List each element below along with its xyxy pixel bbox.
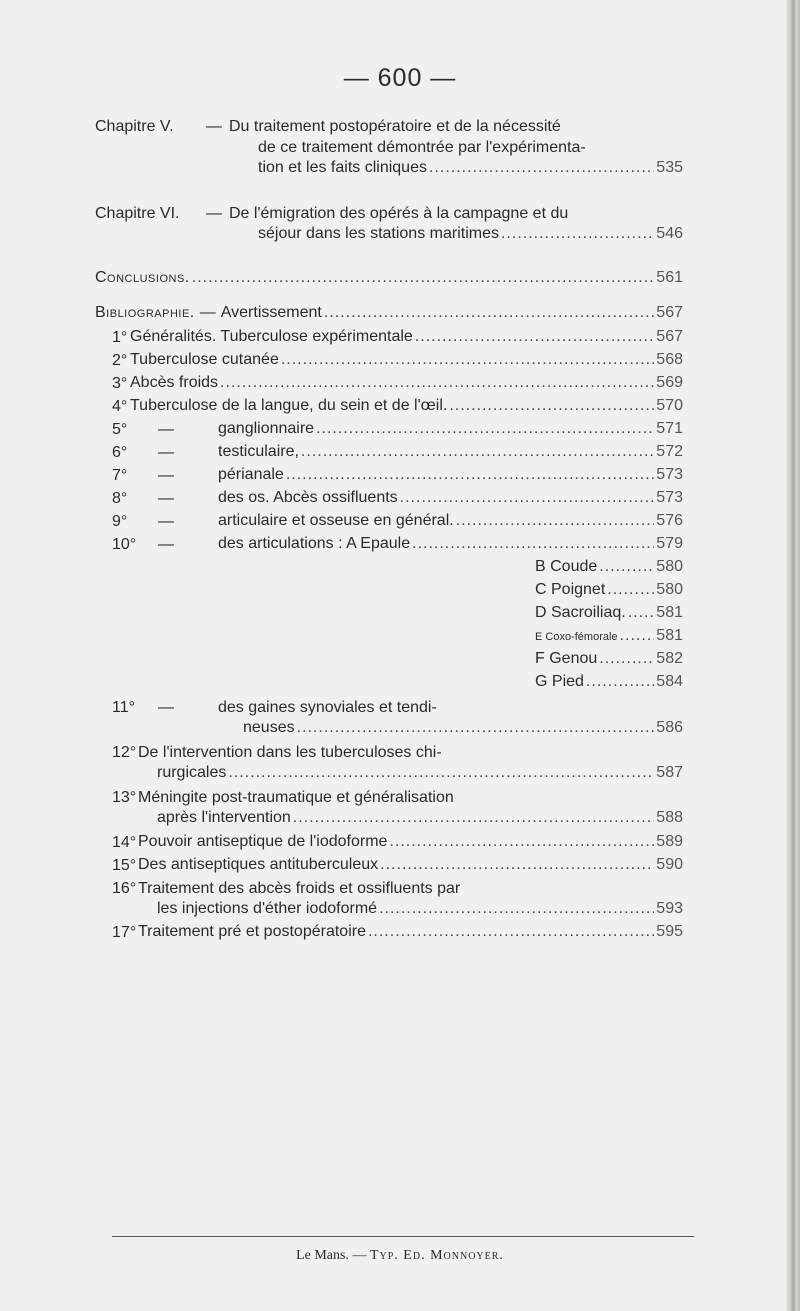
entry-7-text: périanale [218, 466, 284, 483]
entry-15 [138, 856, 683, 876]
leader-dots [297, 719, 655, 737]
entry-10 [218, 535, 683, 555]
leader-dots [620, 627, 655, 645]
chapter-6-line-2 [258, 225, 683, 245]
leader-dots [380, 856, 654, 874]
chapter-6-line-2-text: séjour dans les stations maritimes [258, 225, 499, 242]
leader-dots [400, 489, 655, 507]
entry-17-text: Traitement pré et postopératoire [138, 923, 366, 940]
leader-dots [599, 650, 654, 668]
entry-7-dash: — [158, 467, 174, 484]
entry-8-num: 8° [112, 490, 128, 507]
leader-dots [412, 535, 654, 553]
entry-17-num: 17° [112, 924, 137, 941]
entry-10-dash: — [158, 536, 174, 553]
articulation-coude-text: B Coude [535, 558, 598, 575]
entry-2-num: 2° [112, 352, 128, 369]
entry-9 [218, 512, 683, 532]
entry-14-text: Pouvoir antiseptique de l'iodoforme [138, 833, 388, 850]
entry-13-line-1: Méningite post-traumatique et généralisation [138, 789, 454, 806]
chapter-5-line-3-text: tion et les faits cliniques [258, 159, 427, 176]
articulation-genou-text: F Genou [535, 650, 598, 667]
entry-10-text: des articulations : A Epaule [218, 535, 411, 552]
articulation-genou-page: 582 [656, 650, 683, 667]
entry-5 [218, 420, 683, 440]
entry-8-page: 573 [656, 489, 683, 506]
entry-12-num: 12° [112, 744, 137, 761]
imprint-dash: — [352, 1248, 367, 1263]
entry-7-num: 7° [112, 467, 128, 484]
entry-9-num: 9° [112, 513, 128, 530]
entry-15-num: 15° [112, 857, 137, 874]
entry-15-page: 590 [656, 856, 683, 873]
entry-14 [138, 833, 683, 853]
entry-3 [130, 374, 683, 394]
articulation-pied-page: 584 [656, 673, 683, 690]
articulation-coxo-femorale [535, 627, 683, 647]
bibliographie-page: 567 [656, 304, 683, 321]
entry-11-page: 586 [656, 719, 683, 736]
conclusions-label: Conclusions. [95, 269, 190, 286]
chapter-6-label: Chapitre VI. [95, 205, 180, 222]
entry-9-page: 576 [656, 512, 683, 529]
leader-dots [607, 581, 654, 599]
entry-17-page: 595 [656, 923, 683, 940]
entry-11-line-1: des gaines synoviales et tendi- [218, 699, 437, 716]
chapter-5-dash: — [206, 118, 222, 135]
entry-6-text: testiculaire, [218, 443, 299, 460]
articulation-coude [535, 558, 683, 578]
conclusions-page: 561 [656, 269, 683, 286]
bibliographie-dash: — [199, 304, 216, 321]
bibliographie-text: Avertissement [220, 304, 322, 321]
page-edge [786, 0, 800, 1311]
leader-dots [316, 420, 654, 438]
entry-14-num: 14° [112, 834, 137, 851]
entry-1 [130, 328, 683, 348]
entry-13-num: 13° [112, 789, 137, 806]
entry-2 [130, 351, 683, 371]
leader-dots [379, 900, 654, 918]
entry-9-dash: — [158, 513, 174, 530]
entry-11-line-2 [243, 719, 683, 739]
leader-dots [220, 374, 654, 392]
imprint-rule [112, 1236, 694, 1237]
entry-1-text: Généralités. Tuberculose expérimentale [130, 328, 413, 345]
entry-13-page: 588 [656, 809, 683, 826]
page-number: — 600 — [343, 64, 457, 92]
entry-1-page: 567 [656, 328, 683, 345]
entry-15-text: Des antiseptiques antituberculeux [138, 856, 379, 873]
entry-5-dash: — [158, 421, 174, 438]
entry-1-num: 1° [112, 329, 128, 346]
entry-2-text: Tuberculose cutanée [130, 351, 279, 368]
entry-6 [218, 443, 683, 463]
entry-12-line-1: De l'intervention dans les tuberculoses chi- [138, 744, 442, 761]
entry-13-line-2-text: après l'intervention [157, 809, 291, 826]
entry-12-page: 587 [656, 764, 683, 781]
entry-10-num: 10° [112, 536, 137, 553]
chapter-6-dash: — [206, 205, 222, 222]
chapter-6-line-1: De l'émigration des opérés à la campagne et du [229, 205, 569, 222]
leader-dots [286, 466, 654, 484]
leader-dots [301, 443, 654, 461]
entry-17 [138, 923, 683, 943]
leader-dots [429, 159, 654, 177]
entry-7 [218, 466, 683, 486]
entry-8 [218, 489, 683, 509]
entry-3-page: 569 [656, 374, 683, 391]
entry-11-num: 11° [112, 699, 136, 716]
articulation-pied-text: G Pied [535, 673, 584, 690]
entry-2-page: 568 [656, 351, 683, 368]
bibliographie-label: Bibliographie. [95, 304, 195, 321]
leader-dots [449, 397, 654, 415]
entry-16-line-2 [157, 900, 683, 920]
entry-4-page: 570 [656, 397, 683, 414]
articulation-sacroiliaq-page: 581 [656, 604, 683, 621]
entry-9-text: articulaire et osseuse en général. [218, 512, 454, 529]
leader-dots [456, 512, 655, 530]
conclusions-line [95, 269, 683, 289]
entry-4-num: 4° [112, 398, 128, 415]
articulation-poignet-text: C Poignet [535, 581, 606, 598]
entry-3-text: Abcès froids [130, 374, 219, 391]
bibliographie-line [95, 304, 683, 324]
leader-dots [324, 304, 654, 322]
chapter-5-label: Chapitre V. [95, 118, 174, 135]
chapter-5-line-1: Du traitement postopératoire et de la nécessité [229, 118, 561, 135]
articulation-coude-page: 580 [656, 558, 683, 575]
leader-dots [586, 673, 654, 691]
leader-dots [228, 764, 654, 782]
articulation-coxo-femorale-page: 581 [656, 627, 683, 644]
leader-dots [368, 923, 654, 941]
leader-dots [192, 269, 655, 287]
entry-6-page: 572 [656, 443, 683, 460]
articulation-pied [535, 673, 683, 693]
articulation-sacroiliaq [535, 604, 683, 624]
entry-12-line-2-text: rurgicales [157, 764, 227, 781]
entry-6-dash: — [158, 444, 174, 461]
entry-11-line-2-text: neuses [243, 719, 295, 736]
leader-dots [415, 328, 654, 346]
entry-8-dash: — [158, 490, 174, 507]
entry-13-line-2 [157, 809, 683, 829]
imprint-printer: Typ. Ed. Monnoyer. [369, 1248, 504, 1263]
entry-5-text: ganglionnaire [218, 420, 315, 437]
chapter-5-page: 535 [656, 159, 683, 176]
leader-dots [628, 604, 655, 622]
articulation-poignet [535, 581, 683, 601]
leader-dots [501, 225, 654, 243]
entry-7-page: 573 [656, 466, 683, 483]
entry-16-page: 593 [656, 900, 683, 917]
leader-dots [281, 351, 654, 369]
leader-dots [389, 833, 654, 851]
entry-16-line-2-text: les injections d'éther iodoformé [157, 900, 378, 917]
entry-14-page: 589 [656, 833, 683, 850]
articulation-sacroiliaq-text: D Sacroiliaq. [535, 604, 626, 621]
imprint [0, 1248, 800, 1264]
entry-4 [130, 397, 683, 417]
entry-12-line-2 [157, 764, 683, 784]
imprint-city: Le Mans. [296, 1248, 349, 1263]
entry-4-text: Tuberculose de la langue, du sein et de l'œil. [130, 397, 448, 414]
entry-11-dash: — [158, 699, 174, 716]
entry-8-text: des os. Abcès ossifluents [218, 489, 398, 506]
leader-dots [293, 809, 655, 827]
chapter-5-line-2: de ce traitement démontrée par l'expérimenta- [258, 139, 586, 156]
entry-5-page: 571 [656, 420, 683, 437]
articulation-genou [535, 650, 683, 670]
entry-10-page: 579 [656, 535, 683, 552]
entry-5-num: 5° [112, 421, 128, 438]
articulation-coxo-femorale-text: E Coxo-fémorale [535, 631, 618, 643]
entry-16-line-1: Traitement des abcès froids et ossifluents par [138, 880, 461, 897]
leader-dots [599, 558, 654, 576]
entry-3-num: 3° [112, 375, 128, 392]
entry-6-num: 6° [112, 444, 128, 461]
articulation-poignet-page: 580 [656, 581, 683, 598]
entry-16-num: 16° [112, 880, 137, 897]
chapter-6-page: 546 [656, 225, 683, 242]
chapter-5-line-3 [258, 159, 683, 179]
